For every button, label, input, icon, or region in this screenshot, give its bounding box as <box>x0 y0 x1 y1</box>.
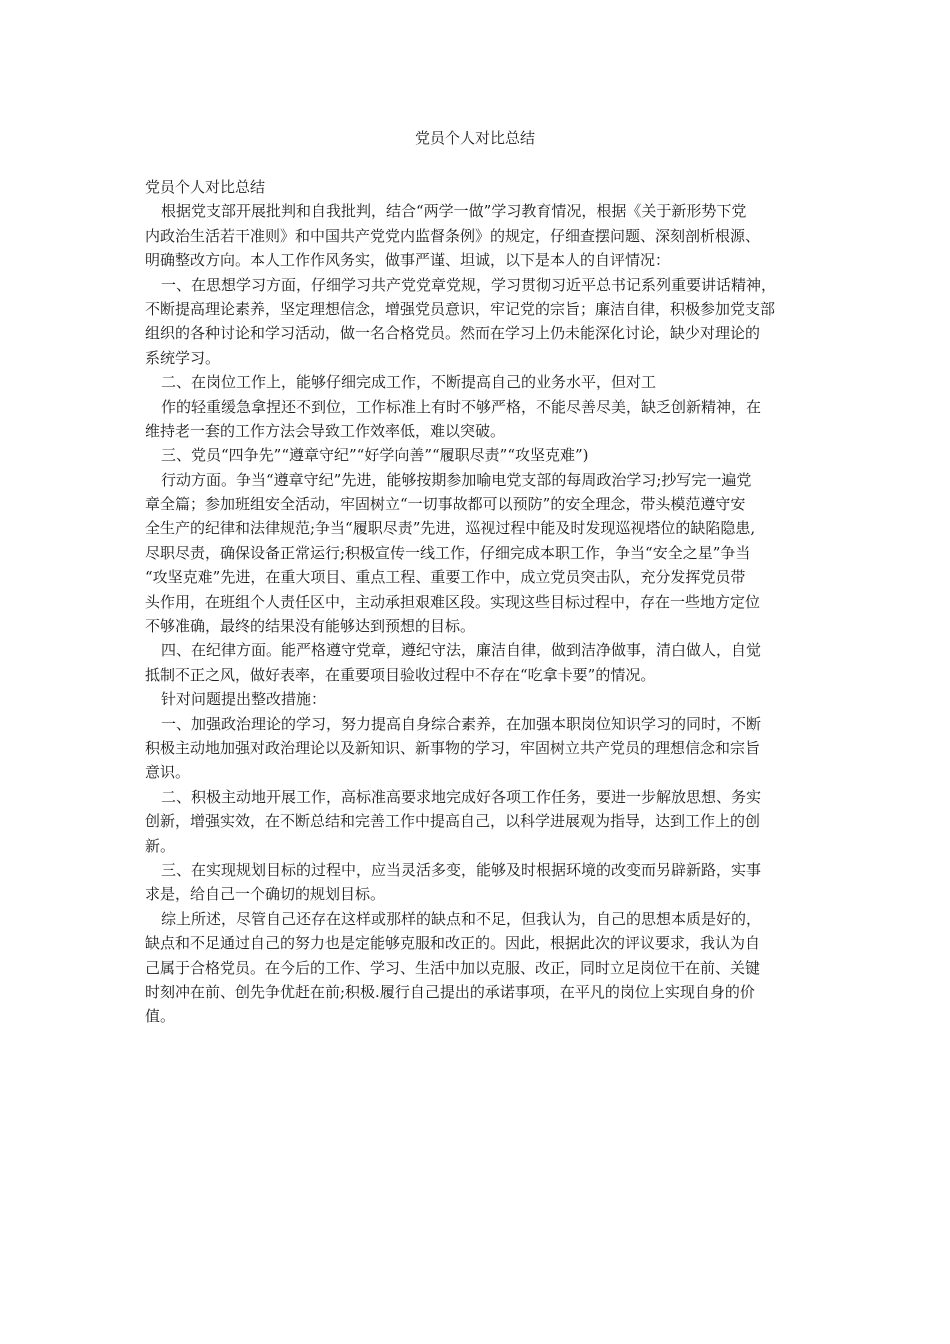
text-line: 三、在实现规划目标的过程中，应当灵活多变，能够及时根据环境的改变而另辟新路，实事 <box>161 860 762 879</box>
text-line: 不断提高理论素养，坚定理想信念，增强党员意识，牢记党的宗旨；廉洁自律，积极参加党支部 <box>145 299 776 318</box>
text-line: 一、在思想学习方面，仔细学习共产党党章党规，学习贯彻习近平总书记系列重要讲话精神， <box>161 275 777 294</box>
text-line: 值。 <box>145 1007 176 1026</box>
text-line: 尽职尽责，确保设备正常运行;积极宣传一线工作，仔细完成本职工作，争当“安全之星”争当 <box>145 543 751 562</box>
text-line: 作的轻重缓急拿捏还不到位，工作标准上有时不够严格，不能尽善尽美，缺乏创新精神，在 <box>161 397 762 416</box>
text-line: 内政治生活若干准则》和中国共产党党内监督条例》的规定，仔细查摆问题、深刻剖析根源、 <box>145 226 761 245</box>
text-line: 抵制不正之风，做好表率，在重要项目验收过程中不存在“吃拿卡要”的情况。 <box>145 665 656 684</box>
text-line: “攻坚克难”先进，在重大项目、重点工程、重要工作中，成立党员突击队，充分发挥党员带 <box>145 568 746 587</box>
document-title: 党员个人对比总结 <box>414 129 535 147</box>
text-line: 求是，给自己一个确切的规划目标。 <box>145 885 386 904</box>
text-line: 全生产的纪律和法律规范;争当“履职尽责”先进，巡视过程中能及时发现巡视塔位的缺陷隐患, <box>145 519 756 538</box>
text-line: 时刻冲在前、创先争优赶在前;积极.履行自己提出的承诺事项，在平凡的岗位上实现自身的价 <box>145 982 755 1001</box>
text-line: 二、积极主动地开展工作，高标准高要求地完成好各项工作任务，要进一步解放思想、务实 <box>161 787 762 806</box>
text-line: 三、党员“四争先”“遵章守纪”“好学向善”“履职尽责”“攻坚克难”) <box>161 446 589 465</box>
text-line: 行动方面。争当“遵章守纪”先进，能够按期参加喻电党支部的每周政治学习;抄写完一遍党 <box>161 470 752 489</box>
text-line: 不够准确，最终的结果没有能够达到预想的目标。 <box>145 617 476 636</box>
text-line: 缺点和不足通过自己的努力也是定能够克服和改正的。因此，根据此次的评议要求，我认为自 <box>145 934 761 953</box>
text-line: 意识。 <box>145 763 191 782</box>
text-line: 二、在岗位工作上，能够仔细完成工作，不断提高自己的业务水平，但对工 <box>161 373 657 392</box>
text-line: 根据党支部开展批判和自我批判，结合“两学一做”学习教育情况，根据《关于新形势下党 <box>161 202 747 221</box>
text-line: 组织的各种讨论和学习活动，做一名合格党员。然而在学习上仍未能深化讨论，缺少对理论的 <box>145 324 761 343</box>
text-line: 针对问题提出整改措施： <box>161 690 327 709</box>
text-line: 创新，增强实效，在不断总结和完善工作中提高自己，以科学进展观为指导，达到工作上的创 <box>145 812 761 831</box>
text-line: 新。 <box>145 836 176 855</box>
document-heading: 党员个人对比总结 <box>145 178 266 196</box>
text-line: 维持老一套的工作方法会导致工作效率低，难以突破。 <box>145 421 506 440</box>
document-body <box>145 175 809 1029</box>
text-line: 头作用，在班组个人责任区中，主动承担艰难区段。实现这些目标过程中，存在一些地方定位 <box>145 592 761 611</box>
text-line: 章全篇；参加班组安全活动，牢固树立“一切事故都可以预防”的安全理念，带头模范遵守安 <box>145 495 746 514</box>
text-line: 积极主动地加强对政治理论以及新知识、新事物的学习，牢固树立共产党员的理想信念和宗旨 <box>145 738 761 757</box>
text-line: 明确整改方向。本人工作作风务实，做事严谨、坦诚，以下是本人的自评情况： <box>145 251 671 270</box>
text-line: 己属于合格党员。在今后的工作、学习、生活中加以克服、改正，同时立足岗位干在前、关键 <box>145 958 761 977</box>
text-line: 四、在纪律方面。能严格遵守党章，遵纪守法，廉洁自律，做到洁净做事，清白做人，自觉 <box>161 641 762 660</box>
text-line: 一、加强政治理论的学习，努力提高自身综合素养，在加强本职岗位知识学习的同时，不断 <box>161 714 762 733</box>
text-line: 综上所述，尽管自己还存在这样或那样的缺点和不足，但我认为，自己的思想本质是好的， <box>161 909 762 928</box>
text-line: 系统学习。 <box>145 348 221 367</box>
